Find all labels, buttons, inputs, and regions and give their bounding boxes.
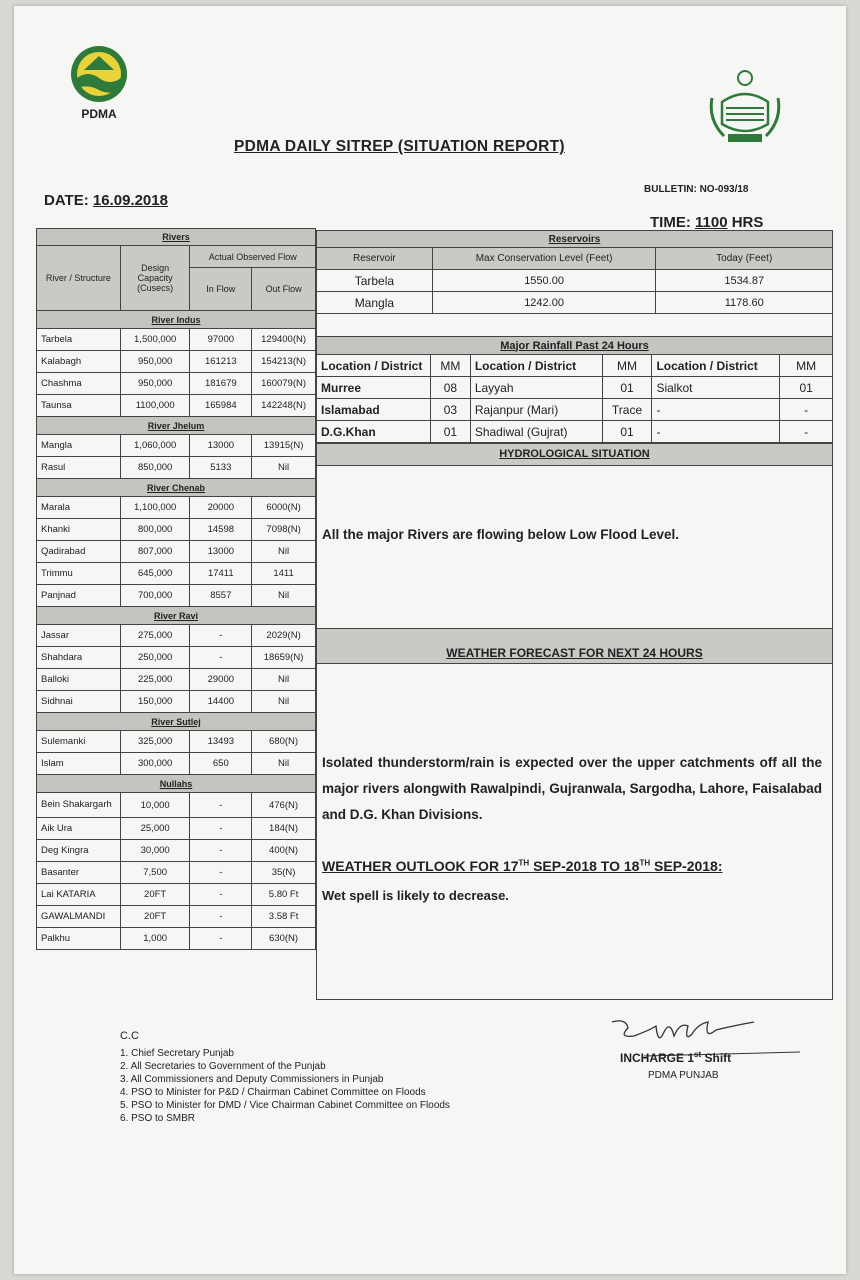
inflow-header: In Flow bbox=[190, 268, 252, 311]
bulletin-number: BULLETIN: NO-093/18 bbox=[644, 184, 749, 195]
river-section-name: River Jhelum bbox=[147, 420, 205, 431]
design-capacity: 250,000 bbox=[120, 647, 190, 669]
design-capacity: 1100,000 bbox=[120, 395, 190, 417]
design-capacity: 807,000 bbox=[120, 541, 190, 563]
cc-item: 5. PSO to Minister for DMD / Vice Chairman Cabinet Committee on Floods bbox=[120, 1100, 450, 1111]
inflow: 165984 bbox=[190, 395, 252, 417]
station-name: Kalabagh bbox=[37, 351, 121, 373]
station-name: Palkhu bbox=[37, 928, 121, 950]
inflow: - bbox=[190, 793, 252, 818]
pdma-logo bbox=[66, 44, 132, 122]
rainfall-row bbox=[317, 377, 833, 399]
rain-mm: 01 bbox=[602, 421, 652, 443]
inflow: - bbox=[190, 647, 252, 669]
rain-location: Murree bbox=[317, 377, 431, 399]
river-section-name: River Chenab bbox=[146, 482, 206, 493]
design-capacity: 10,000 bbox=[120, 793, 190, 818]
design-capacity: 300,000 bbox=[120, 753, 190, 775]
station-name: Sulemanki bbox=[37, 731, 121, 753]
design-capacity: 275,000 bbox=[120, 625, 190, 647]
outflow: 142248(N) bbox=[252, 395, 316, 417]
rain-mm: 03 bbox=[430, 399, 470, 421]
river-row bbox=[37, 647, 316, 669]
rain-mm: - bbox=[780, 421, 833, 443]
outflow: 680(N) bbox=[252, 731, 316, 753]
rain-location: - bbox=[652, 399, 780, 421]
structure-header: River / Structure bbox=[37, 246, 121, 311]
reservoir-row: Tarbela 1550.00 1534.87 bbox=[317, 270, 833, 292]
station-name: Islam bbox=[37, 753, 121, 775]
design-capacity: 850,000 bbox=[120, 457, 190, 479]
river-section-name: River Indus bbox=[151, 314, 201, 325]
cc-item: 3. All Commissioners and Deputy Commissioners in Punjab bbox=[120, 1074, 384, 1085]
river-row bbox=[37, 818, 316, 840]
river-section-row bbox=[37, 607, 316, 625]
rain-location: - bbox=[652, 421, 780, 443]
station-name: Panjnad bbox=[37, 585, 121, 607]
rain-location: Islamabad bbox=[317, 399, 431, 421]
design-capacity: 800,000 bbox=[120, 519, 190, 541]
river-section-row bbox=[37, 417, 316, 435]
outflow: 184(N) bbox=[252, 818, 316, 840]
river-row bbox=[37, 862, 316, 884]
station-name: Sidhnai bbox=[37, 691, 121, 713]
design-capacity: 325,000 bbox=[120, 731, 190, 753]
outflow: Nil bbox=[252, 691, 316, 713]
observed-flow-header: Actual Observed Flow bbox=[190, 246, 316, 268]
rain-location: D.G.Khan bbox=[317, 421, 431, 443]
inflow: - bbox=[190, 928, 252, 950]
station-name: Trimmu bbox=[37, 563, 121, 585]
inflow: 13493 bbox=[190, 731, 252, 753]
cc-item: 2. All Secretaries to Government of the Punjab bbox=[120, 1061, 326, 1072]
inflow: 13000 bbox=[190, 435, 252, 457]
design-capacity: 950,000 bbox=[120, 373, 190, 395]
cc-item: 1. Chief Secretary Punjab bbox=[120, 1048, 234, 1059]
outflow: Nil bbox=[252, 669, 316, 691]
rain-location: Rajanpur (Mari) bbox=[470, 399, 602, 421]
design-capacity: 150,000 bbox=[120, 691, 190, 713]
outflow: 5.80 Ft bbox=[252, 884, 316, 906]
station-name: Jassar bbox=[37, 625, 121, 647]
river-section-name: River Ravi bbox=[153, 610, 199, 621]
design-capacity: 1,060,000 bbox=[120, 435, 190, 457]
rain-location: Shadiwal (Gujrat) bbox=[470, 421, 602, 443]
river-row bbox=[37, 840, 316, 862]
inflow: 97000 bbox=[190, 329, 252, 351]
station-name: Lai KATARIA bbox=[37, 884, 121, 906]
hydrological-title-bar: HYDROLOGICAL SITUATION bbox=[316, 443, 833, 466]
design-capacity: 1,100,000 bbox=[120, 497, 190, 519]
signatory-title: INCHARGE 1st Shift bbox=[620, 1050, 732, 1065]
outflow: 7098(N) bbox=[252, 519, 316, 541]
inflow: 14400 bbox=[190, 691, 252, 713]
inflow: - bbox=[190, 840, 252, 862]
design-capacity: 1,000 bbox=[120, 928, 190, 950]
outflow: 18659(N) bbox=[252, 647, 316, 669]
reservoirs-table: Reservoirs Reservoir Max Conservation Level (Feet) Today (Feet) Tarbela 1550.00 1534.87 Mangla 1242.00 1178.60 bbox=[316, 230, 833, 314]
river-row bbox=[37, 625, 316, 647]
station-name: Tarbela bbox=[37, 329, 121, 351]
outflow: 6000(N) bbox=[252, 497, 316, 519]
outflow: 400(N) bbox=[252, 840, 316, 862]
outflow: 2029(N) bbox=[252, 625, 316, 647]
report-title: PDMA DAILY SITREP (SITUATION REPORT) bbox=[234, 138, 565, 155]
outflow-header: Out Flow bbox=[252, 268, 316, 311]
river-row bbox=[37, 928, 316, 950]
capacity-header: Design Capacity (Cusecs) bbox=[120, 246, 190, 311]
river-row bbox=[37, 351, 316, 373]
river-section-row bbox=[37, 479, 316, 497]
cc-list bbox=[120, 1030, 450, 1125]
outflow: 476(N) bbox=[252, 793, 316, 818]
river-section-row bbox=[37, 775, 316, 793]
forecast-title-bar: WEATHER FORECAST FOR NEXT 24 HOURS bbox=[316, 628, 833, 664]
rainfall-row bbox=[317, 421, 833, 443]
river-row bbox=[37, 395, 316, 417]
river-section-name: River Sutlej bbox=[151, 716, 201, 727]
station-name: Khanki bbox=[37, 519, 121, 541]
design-capacity: 7,500 bbox=[120, 862, 190, 884]
outflow: Nil bbox=[252, 585, 316, 607]
rain-mm: 01 bbox=[602, 377, 652, 399]
hydrological-text: All the major Rivers are flowing below Low Flood Level. bbox=[322, 527, 680, 542]
station-name: Shahdara bbox=[37, 647, 121, 669]
design-capacity: 645,000 bbox=[120, 563, 190, 585]
rain-location: Sialkot bbox=[652, 377, 780, 399]
river-row bbox=[37, 731, 316, 753]
river-row bbox=[37, 906, 316, 928]
inflow: 161213 bbox=[190, 351, 252, 373]
river-row bbox=[37, 884, 316, 906]
station-name: Marala bbox=[37, 497, 121, 519]
river-row bbox=[37, 329, 316, 351]
rain-mm: 08 bbox=[430, 377, 470, 399]
rain-location: Layyah bbox=[470, 377, 602, 399]
station-name: Chashma bbox=[37, 373, 121, 395]
inflow: 8557 bbox=[190, 585, 252, 607]
river-row bbox=[37, 669, 316, 691]
outflow: 630(N) bbox=[252, 928, 316, 950]
river-row bbox=[37, 541, 316, 563]
river-row bbox=[37, 563, 316, 585]
rainfall-row bbox=[317, 399, 833, 421]
outflow: 129400(N) bbox=[252, 329, 316, 351]
design-capacity: 700,000 bbox=[120, 585, 190, 607]
design-capacity: 1,500,000 bbox=[120, 329, 190, 351]
station-name: Bein Shakargarh bbox=[37, 793, 121, 818]
inflow: 5133 bbox=[190, 457, 252, 479]
outflow: 35(N) bbox=[252, 862, 316, 884]
river-row bbox=[37, 457, 316, 479]
inflow: - bbox=[190, 884, 252, 906]
outflow: Nil bbox=[252, 457, 316, 479]
station-name: Balloki bbox=[37, 669, 121, 691]
design-capacity: 20FT bbox=[120, 906, 190, 928]
station-name: Rasul bbox=[37, 457, 121, 479]
river-row bbox=[37, 435, 316, 457]
outflow: 154213(N) bbox=[252, 351, 316, 373]
outflow: 160079(N) bbox=[252, 373, 316, 395]
outflow: 1411 bbox=[252, 563, 316, 585]
outflow: Nil bbox=[252, 541, 316, 563]
station-name: Aik Ura bbox=[37, 818, 121, 840]
river-row bbox=[37, 373, 316, 395]
river-row bbox=[37, 793, 316, 818]
inflow: 650 bbox=[190, 753, 252, 775]
station-name: Qadirabad bbox=[37, 541, 121, 563]
logo-text: PDMA bbox=[81, 107, 117, 121]
inflow: 17411 bbox=[190, 563, 252, 585]
outflow: 3.58 Ft bbox=[252, 906, 316, 928]
report-time: TIME: 1100 HRS bbox=[650, 214, 764, 231]
station-name: Deg Kingra bbox=[37, 840, 121, 862]
rivers-title: Rivers bbox=[37, 229, 316, 246]
cc-label: C.C bbox=[120, 1030, 139, 1042]
station-name: Taunsa bbox=[37, 395, 121, 417]
station-name: GAWALMANDI bbox=[37, 906, 121, 928]
river-row bbox=[37, 753, 316, 775]
river-section-row bbox=[37, 311, 316, 329]
cc-item: 4. PSO to Minister for P&D / Chairman Cabinet Committee on Floods bbox=[120, 1087, 426, 1098]
rivers-header-row bbox=[37, 229, 316, 246]
design-capacity: 30,000 bbox=[120, 840, 190, 862]
river-section-name: Nullahs bbox=[159, 778, 193, 789]
inflow: - bbox=[190, 818, 252, 840]
design-capacity: 225,000 bbox=[120, 669, 190, 691]
river-row bbox=[37, 691, 316, 713]
inflow: 13000 bbox=[190, 541, 252, 563]
rainfall-table: Major Rainfall Past 24 Hours Location / District MM Location / District MM Location / District MM Murree 08 Layyah 01 Sialkot 01 Islamabad 03 Rajanpur (Mari) Trace - - D.G.Khan 01 Shadiwal (Gujrat) 01 - - bbox=[316, 336, 833, 443]
report-date: DATE: 16.09.2018 bbox=[44, 192, 168, 209]
inflow: 14598 bbox=[190, 519, 252, 541]
punjab-emblem bbox=[704, 68, 786, 148]
river-row bbox=[37, 519, 316, 541]
inflow: 181679 bbox=[190, 373, 252, 395]
reservoir-row: Mangla 1242.00 1178.60 bbox=[317, 292, 833, 314]
rain-mm: 01 bbox=[430, 421, 470, 443]
outflow: 13915(N) bbox=[252, 435, 316, 457]
cc-item: 6. PSO to SMBR bbox=[120, 1113, 196, 1124]
design-capacity: 950,000 bbox=[120, 351, 190, 373]
rain-mm: Trace bbox=[602, 399, 652, 421]
forecast-text: Isolated thunderstorm/rain is expected over the upper catchments off all the major rivers alongwith Rawalpindi, Gujranwala, Sargodha, Lahore, Faisalabad and D.G. Khan Divisions. bbox=[322, 755, 822, 822]
rivers-table bbox=[36, 228, 316, 950]
sitrep-page bbox=[14, 6, 846, 1274]
river-row bbox=[37, 497, 316, 519]
station-name: Mangla bbox=[37, 435, 121, 457]
inflow: - bbox=[190, 862, 252, 884]
inflow: 29000 bbox=[190, 669, 252, 691]
rain-mm: - bbox=[780, 399, 833, 421]
design-capacity: 20FT bbox=[120, 884, 190, 906]
inflow: 20000 bbox=[190, 497, 252, 519]
signatory-org: PDMA PUNJAB bbox=[648, 1070, 719, 1081]
outflow: Nil bbox=[252, 753, 316, 775]
station-name: Basanter bbox=[37, 862, 121, 884]
river-row bbox=[37, 585, 316, 607]
design-capacity: 25,000 bbox=[120, 818, 190, 840]
inflow: - bbox=[190, 906, 252, 928]
inflow: - bbox=[190, 625, 252, 647]
outlook-text: Wet spell is likely to decrease. bbox=[322, 888, 509, 903]
rain-mm: 01 bbox=[780, 377, 833, 399]
river-section-row bbox=[37, 713, 316, 731]
outlook-title: WEATHER OUTLOOK FOR 17TH SEP-2018 TO 18TH SEP-2018: bbox=[322, 858, 723, 874]
